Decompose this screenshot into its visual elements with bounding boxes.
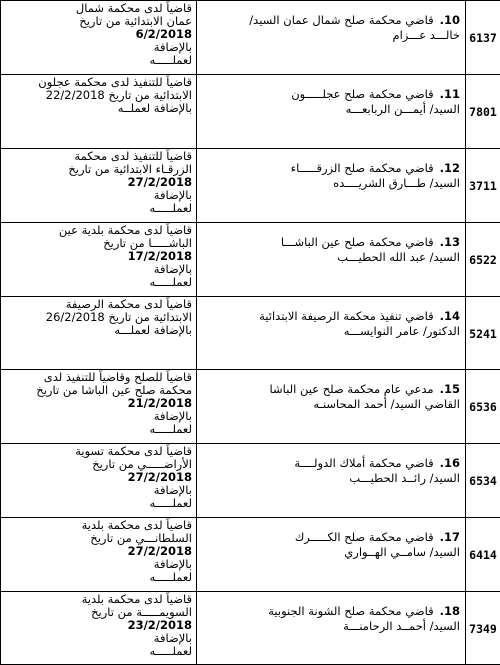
row-sequence: 14. (439, 308, 460, 323)
assignment-line: بالإضافة (153, 187, 192, 202)
judge-position: قاضي محكمة صلح الكـــــرك (294, 530, 434, 545)
assignment-line: بالإضافة (153, 631, 192, 645)
judge-number: 7801 (469, 104, 497, 119)
judge-name: القاضي السيد/ أحمد المحاسنـه (313, 397, 460, 412)
judge-number-cell (466, 518, 500, 592)
judge-position: قاضي محكمة صلح شمال عمان السيد/ (249, 13, 434, 27)
assignment-line: الابتدائية من تاريخ 26/2/2018 (45, 309, 192, 324)
assignment-line: لعملـــــه (149, 644, 192, 658)
table-row (1, 370, 500, 444)
judge-number-cell (466, 148, 500, 222)
judge-cell (197, 148, 466, 222)
judge-position: قاضي محكمة صلح عجلـــــون (291, 86, 434, 101)
judge-cell (197, 74, 466, 148)
row-sequence: 11. (439, 86, 460, 101)
judge-position: قاضي محكمة صلح الشونة الجنوبية (268, 604, 434, 618)
judge-number-cell (466, 222, 500, 296)
judge-cell (197, 518, 466, 592)
assignment-line: بالإضافة (153, 409, 192, 424)
judge-name: خالـــد عـــزام (392, 28, 460, 42)
judge-cell (197, 592, 466, 665)
assignment-line: لعملـــــه (149, 496, 192, 511)
judge-cell (197, 370, 466, 444)
judge-name: السيد/ أيمـــن الربابعـــه (345, 101, 460, 116)
assignment-line: الابتدائية من تاريخ 22/2/2018 (45, 87, 192, 102)
row-sequence: 18. (439, 604, 460, 618)
judge-name: الدكتور/ عامر النوايســـه (343, 323, 460, 338)
table-row (1, 518, 500, 592)
judge-number: 6137 (469, 31, 497, 45)
assignment-cell (1, 518, 197, 592)
judge-position: قاضي محكمة صلح عين الباشـــا (280, 234, 434, 249)
assignment-line: الباشـــــا من تاريخ (103, 235, 192, 250)
row-sequence: 15. (439, 382, 460, 397)
assignment-cell (1, 296, 197, 370)
assignment-line: قاضياً لدى محكمة الرصيفة (65, 296, 192, 311)
assignment-line: لعملـــــه (149, 200, 192, 215)
assignment-line: قاضياً للتنفيذ لدى محكمة عجلون (38, 74, 192, 89)
assignment-line: لعملـــــه (149, 422, 192, 437)
judge-number: 5241 (469, 326, 497, 341)
assignment-line: محكمة صلح عين الباشا من تاريخ (36, 383, 192, 398)
judge-cell (197, 296, 466, 370)
assignment-line: قاضياً لدى محكمة بلدية (81, 592, 192, 606)
assignment-line: عمان الابتدائية من تاريخ (79, 14, 192, 28)
judge-number-cell (466, 74, 500, 148)
assignment-line: بالإضافة (153, 261, 192, 276)
judge-name: السيد/ رائــد الحطيـــب (349, 471, 460, 486)
assignment-line: الأراضـــــي من تاريخ (92, 457, 192, 472)
assignment-line: قاضياً لدى محكمة بلدية عين (58, 222, 192, 237)
row-sequence: 10. (439, 13, 460, 27)
table-row (1, 222, 500, 296)
assignment-date: 27/2/2018 (127, 470, 192, 485)
judge-name: السيد/ عبد الله الحطيـــب (337, 249, 460, 264)
row-sequence: 17. (439, 530, 460, 545)
judge-number-cell (466, 444, 500, 518)
row-sequence: 12. (439, 160, 460, 175)
assignment-cell (1, 222, 197, 296)
assignment-line: بالإضافة (153, 483, 192, 498)
assignment-line: بالإضافة (153, 40, 192, 54)
assignment-cell (1, 1, 197, 75)
judge-number: 6536 (469, 400, 497, 415)
assignment-cell (1, 592, 197, 665)
assignment-date: 21/2/2018 (127, 396, 192, 411)
judge-number: 6414 (469, 548, 497, 563)
assignment-cell (1, 444, 197, 518)
assignment-line: بالإضافة لعملـــه (114, 322, 192, 337)
table-row (1, 1, 500, 75)
judge-name: السيد/ أحمــد الرحامنـــة (343, 619, 460, 633)
assignment-line: لعملـــــه (149, 274, 192, 289)
table-row (1, 592, 500, 665)
assignment-date: 27/2/2018 (127, 174, 192, 189)
assignment-line: قاضياً للصلح وقاضياً للتنفيذ لدى (43, 370, 192, 385)
judge-number-cell (466, 592, 500, 665)
judge-name: السيد/ طـــارق الشريــــده (333, 175, 460, 190)
assignment-cell (1, 74, 197, 148)
judge-number: 6522 (469, 252, 497, 267)
judge-position: مدعي عام محكمة صلح عين الباشا (269, 382, 434, 397)
assignment-line: قاضياً لدى محكمة بلدية (81, 518, 192, 533)
assignment-date: 17/2/2018 (127, 248, 192, 263)
judge-cell (197, 1, 466, 75)
assignment-line: قاضياً لدى محكمة تسوية (75, 444, 192, 459)
assignment-line: بالإضافة (153, 557, 192, 572)
judge-cell (197, 222, 466, 296)
assignment-date: 27/2/2018 (127, 544, 192, 559)
judge-number: 7349 (469, 622, 497, 636)
judge-name: السيد/ سامــي الهــواري (344, 545, 460, 560)
assignment-date: 6/2/2018 (135, 27, 192, 41)
table-row (1, 296, 500, 370)
judge-position: قاضي محكمة صلح الزرقـــــاء (290, 160, 434, 175)
table-row (1, 148, 500, 222)
assignment-cell (1, 148, 197, 222)
assignment-line: لعملـــــه (149, 570, 192, 585)
assignment-line: الزرقـاء الابتدائية من تاريخ (68, 161, 192, 176)
judge-position: قاضي محكمة أملاك الدولــــة (294, 456, 434, 471)
judge-cell (197, 444, 466, 518)
table-row (1, 74, 500, 148)
assignment-line: لعملـــــه (149, 53, 192, 67)
assignment-date: 23/2/2018 (127, 618, 192, 632)
assignment-cell (1, 370, 197, 444)
row-sequence: 13. (439, 234, 460, 249)
judge-number: 6534 (469, 474, 497, 489)
judge-number-cell (466, 1, 500, 75)
assignment-line: قاضياً لدى محكمة شمال (75, 1, 192, 15)
row-sequence: 16. (439, 456, 460, 471)
judge-position: قاضي تنفيذ محكمة الرصيفة الابتدائية (259, 308, 434, 323)
judge-number-cell (466, 296, 500, 370)
table-row (1, 444, 500, 518)
assignment-line: السلطانـــي من تاريخ (90, 531, 192, 546)
assignment-line: بالإضافة لعملــه (117, 100, 192, 115)
assignment-line: قاضياً للتنفيذ لدى محكمة (74, 148, 192, 163)
judge-number-cell (466, 370, 500, 444)
judge-number: 3711 (469, 178, 497, 193)
assignment-line: السويمـــــة من تاريخ (91, 605, 192, 619)
